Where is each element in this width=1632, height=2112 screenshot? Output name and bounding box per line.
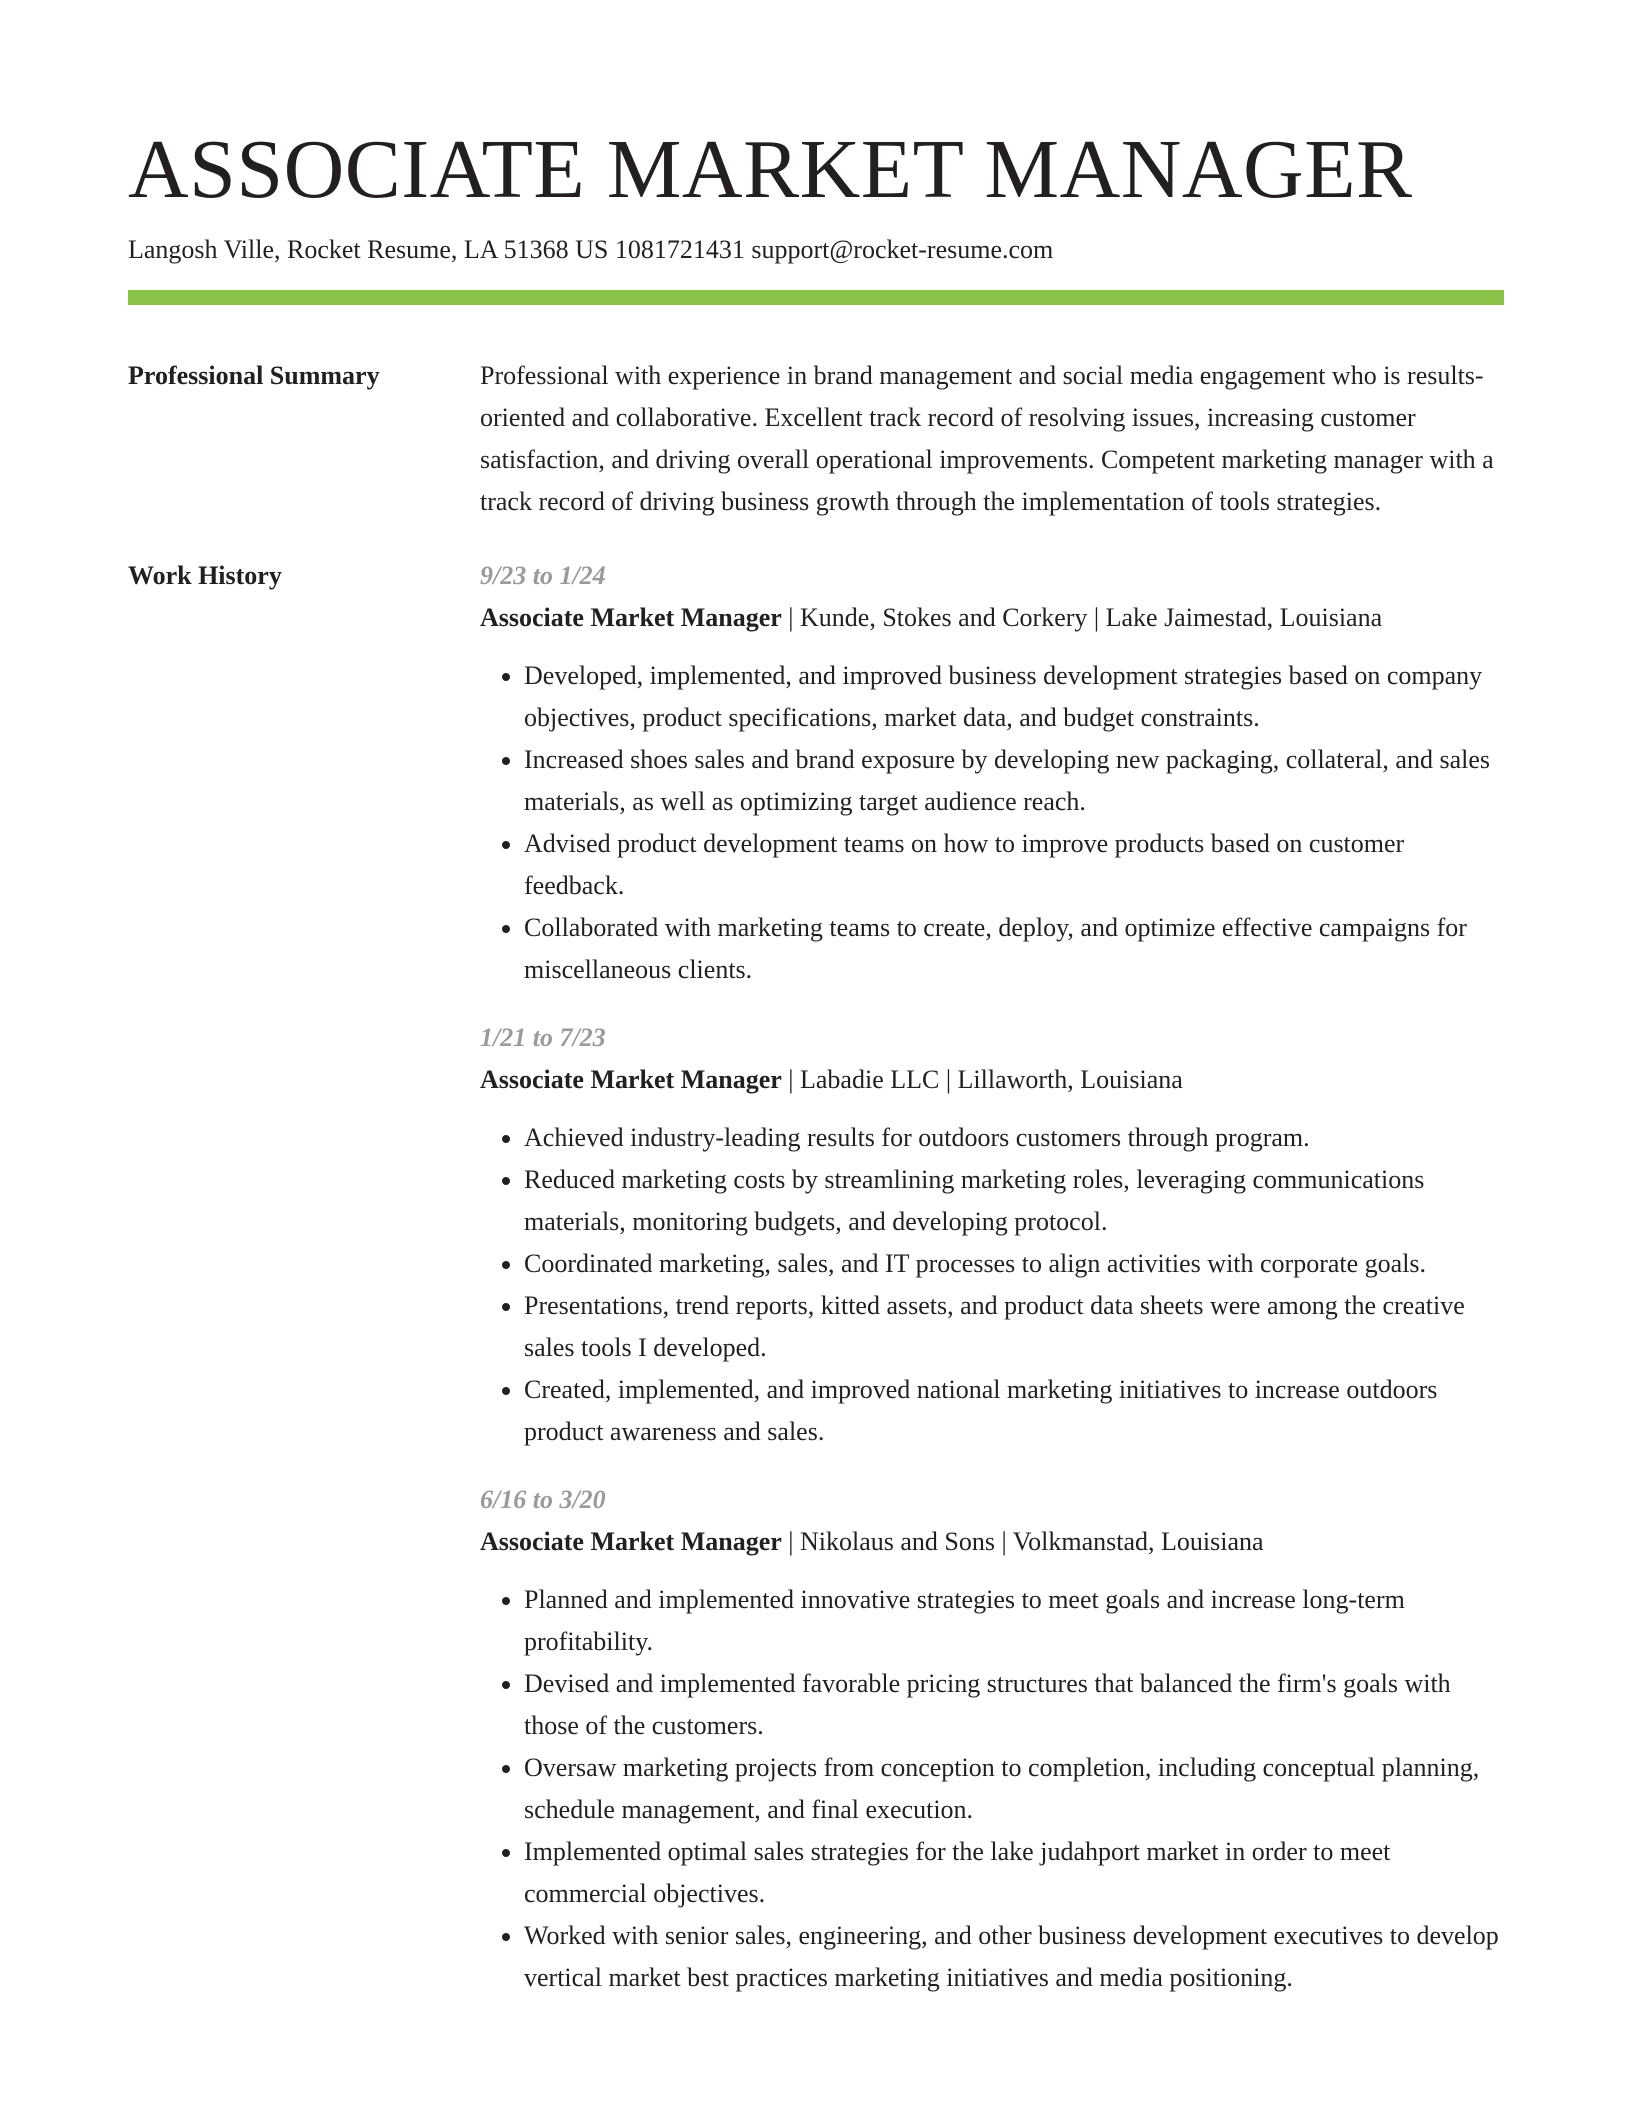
job-title: Associate Market Manager bbox=[480, 1527, 782, 1556]
section-label-work-history: Work History bbox=[128, 561, 282, 590]
job-details: | Nikolaus and Sons | Volkmanstad, Louisiana bbox=[781, 1527, 1264, 1556]
job-entry bbox=[480, 1479, 1504, 1999]
job-entry bbox=[480, 1017, 1504, 1453]
job-entry bbox=[480, 555, 1504, 991]
job-dates: 1/21 to 7/23 bbox=[480, 1023, 606, 1052]
job-dates: 9/23 to 1/24 bbox=[480, 561, 606, 590]
job-bullet: • Implemented optimal sales strategies for the lake judahport market in order to meet commercial objectives. bbox=[524, 1831, 1504, 1915]
job-bullet: • Worked with senior sales, engineering, and other business development executives to develop vertical market best practices marketing initiatives and media positioning. bbox=[524, 1915, 1504, 1999]
header-divider bbox=[128, 290, 1504, 305]
professional-summary-section bbox=[128, 355, 1504, 523]
job-bullet: • Coordinated marketing, sales, and IT processes to align activities with corporate goals. bbox=[524, 1243, 1504, 1285]
job-bullet: • Collaborated with marketing teams to create, deploy, and optimize effective campaigns for miscellaneous clients. bbox=[524, 907, 1504, 991]
summary-text: Professional with experience in brand management and social media engagement who is results-oriented and collaborative. Excellent track record of resolving issues, increasing customer satisfaction, and driving overall operational improvements. Competent marketing manager with a track record of driving business growth through the implementation of tools strategies. bbox=[480, 361, 1494, 516]
job-bullet-list bbox=[480, 1117, 1504, 1453]
job-bullet: • Presentations, trend reports, kitted assets, and product data sheets were among the creative sales tools I developed. bbox=[524, 1285, 1504, 1369]
job-title: Associate Market Manager bbox=[480, 1065, 782, 1094]
contact-line: Langosh Ville, Rocket Resume, LA 51368 US 1081721431 support@rocket-resume.com bbox=[128, 235, 1054, 264]
job-details: | Labadie LLC | Lillaworth, Louisiana bbox=[781, 1065, 1183, 1094]
job-bullet: • Devised and implemented favorable pricing structures that balanced the firm's goals with those of the customers. bbox=[524, 1663, 1504, 1747]
job-bullet-list bbox=[480, 1579, 1504, 1999]
job-bullet: • Achieved industry-leading results for outdoors customers through program. bbox=[524, 1117, 1504, 1159]
job-bullet: • Developed, implemented, and improved business development strategies based on company objectives, product specifications, market data, and budget constraints. bbox=[524, 655, 1504, 739]
work-history-section bbox=[128, 555, 1504, 1999]
job-bullet: • Created, implemented, and improved national marketing initiatives to increase outdoors product awareness and sales. bbox=[524, 1369, 1504, 1453]
section-label-summary: Professional Summary bbox=[128, 361, 380, 390]
job-heading bbox=[480, 1059, 1504, 1101]
job-dates: 6/16 to 3/20 bbox=[480, 1485, 606, 1514]
job-bullet: • Oversaw marketing projects from conception to completion, including conceptual planning, schedule management, and final execution. bbox=[524, 1747, 1504, 1831]
resume-page bbox=[128, 120, 1504, 1999]
job-heading bbox=[480, 1521, 1504, 1563]
job-heading bbox=[480, 597, 1504, 639]
resume-name-heading: ASSOCIATE MARKET MANAGER bbox=[128, 123, 1413, 216]
work-history-list bbox=[480, 555, 1504, 1999]
job-bullet: • Increased shoes sales and brand exposure by developing new packaging, collateral, and sales materials, as well as optimizing target audience reach. bbox=[524, 739, 1504, 823]
job-bullet-list bbox=[480, 655, 1504, 991]
job-bullet: • Reduced marketing costs by streamlining marketing roles, leveraging communications materials, monitoring budgets, and developing protocol. bbox=[524, 1159, 1504, 1243]
job-details: | Kunde, Stokes and Corkery | Lake Jaimestad, Louisiana bbox=[781, 603, 1383, 632]
job-title: Associate Market Manager bbox=[480, 603, 782, 632]
job-bullet: • Planned and implemented innovative strategies to meet goals and increase long-term profitability. bbox=[524, 1579, 1504, 1663]
job-bullet: • Advised product development teams on how to improve products based on customer feedback. bbox=[524, 823, 1504, 907]
